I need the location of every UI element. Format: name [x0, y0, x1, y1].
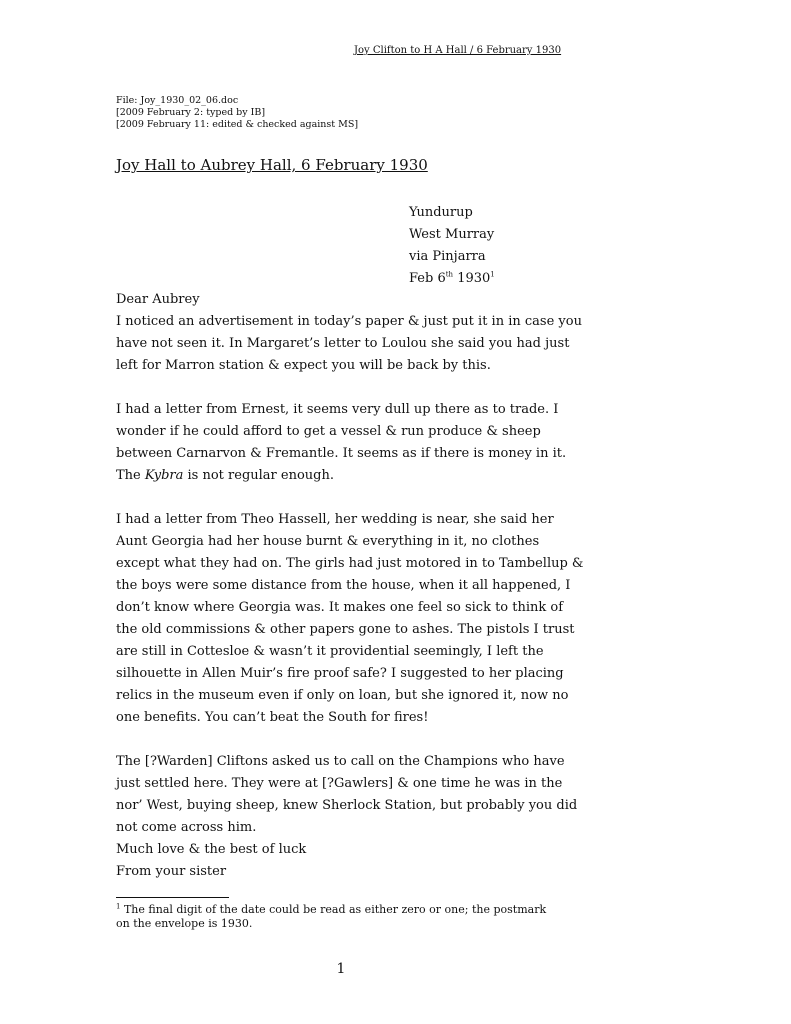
paragraph-line: I had a letter from Theo Hassell, her wedding is near, she said her: [116, 512, 554, 527]
paragraph-line: The [?Warden] Cliftons asked us to call on the Champions who have: [116, 754, 565, 769]
address-line: Yundurup: [409, 205, 473, 220]
paragraph-line: I noticed an advertisement in today’s paper & just put it in in case you: [116, 314, 582, 329]
footnote-divider: [116, 897, 229, 898]
footnote-reference: 1: [490, 270, 495, 279]
footnote-text: The final digit of the date could be read as either zero or one; the postmark: [120, 903, 547, 916]
paragraph-line: except what they had on. The girls had just motored in to Tambellup &: [116, 556, 584, 571]
file-info: [116, 95, 358, 131]
paragraph-line: have not seen it. In Margaret’s letter to Loulou she said you had just: [116, 336, 570, 351]
paragraph-line: not come across him.: [116, 820, 257, 835]
ship-name: Kybra: [144, 468, 184, 483]
text-span: The: [116, 468, 145, 483]
date-year: 1930: [453, 271, 491, 286]
paragraph-line: nor’ West, buying sheep, knew Sherlock Station, but probably you did: [116, 798, 578, 813]
paragraph-line: the boys were some distance from the house, when it all happened, I: [116, 578, 571, 593]
running-header: Joy Clifton to H A Hall / 6 February 1930: [354, 45, 562, 56]
closing-line: From your sister: [116, 864, 227, 879]
paragraph-line: just settled here. They were at [?Gawlers] & one time he was in the: [116, 776, 563, 791]
paragraph-line: one benefits. You can’t beat the South for fires!: [116, 710, 429, 725]
footnote-marker: 1: [116, 902, 121, 911]
paragraph-line: the old commissions & other papers gone to ashes. The pistols I trust: [116, 622, 575, 637]
sender-address: [409, 202, 495, 290]
page-number: 1: [336, 961, 346, 977]
paragraph-line: are still in Cottesloe & wasn’t it providential seemingly, I left the: [116, 644, 544, 659]
paragraph-line: relics in the museum even if only on loan, but she ignored it, now no: [116, 688, 569, 703]
paragraph-line: wonder if he could afford to get a vessel & run produce & sheep: [116, 424, 541, 439]
address-line: via Pinjarra: [409, 249, 486, 264]
file-info-line: [2009 February 2: typed by IB]: [116, 107, 266, 118]
salutation: Dear Aubrey: [116, 292, 200, 307]
letter-title: Joy Hall to Aubrey Hall, 6 February 1930: [116, 156, 428, 174]
paragraph-line: silhouette in Allen Muir’s fire proof safe? I suggested to her placing: [116, 666, 564, 681]
address-line: West Murray: [409, 227, 495, 242]
letter-date: [409, 268, 495, 290]
paragraph-line: Aunt Georgia had her house burnt & everything in it, no clothes: [116, 534, 540, 549]
paragraph-line: don’t know where Georgia was. It makes one feel so sick to think of: [116, 600, 564, 615]
text-span: is not regular enough.: [183, 468, 334, 483]
file-info-line: [2009 February 11: edited & checked against MS]: [116, 119, 359, 130]
footnote-line: on the envelope is 1930.: [116, 917, 253, 930]
date-prefix: Feb 6: [409, 271, 446, 286]
date-ordinal: th: [445, 270, 454, 279]
letter-body: [116, 289, 586, 883]
paragraph-line: I had a letter from Ernest, it seems very dull up there as to trade. I: [116, 402, 559, 417]
footnote: [116, 903, 546, 931]
closing-line: Much love & the best of luck: [116, 842, 307, 857]
paragraph-line: [116, 465, 586, 487]
paragraph-line: left for Marron station & expect you will be back by this.: [116, 358, 491, 373]
file-info-line: File: Joy_1930_02_06.doc: [116, 95, 239, 106]
footnote-line: [116, 903, 546, 917]
paragraph-line: between Carnarvon & Fremantle. It seems as if there is money in it.: [116, 446, 567, 461]
